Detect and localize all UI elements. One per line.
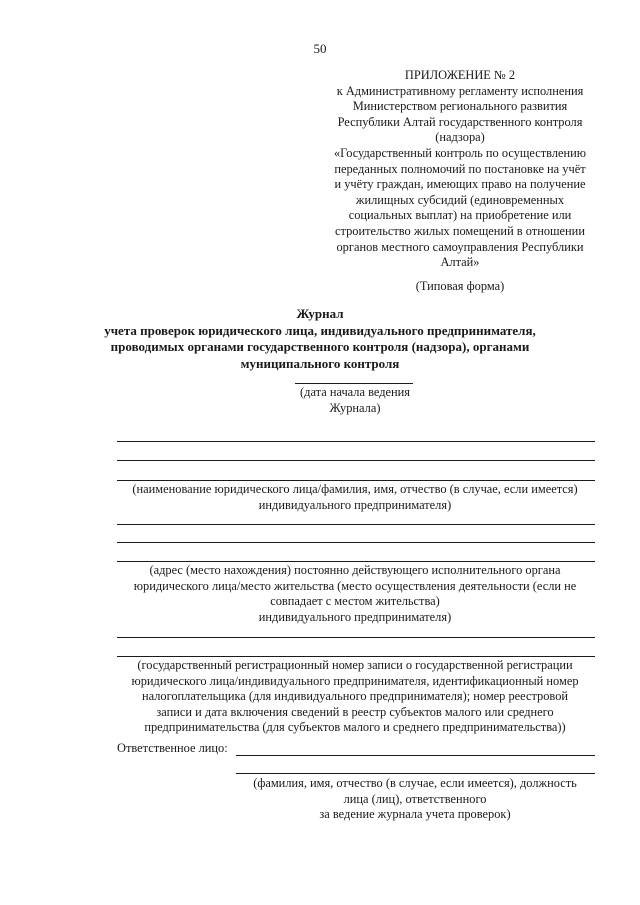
name-field-line-3[interactable] <box>117 480 595 481</box>
name-caption <box>95 482 615 513</box>
title-line: проводимых органами государственного контроля (надзора), органами <box>110 339 530 354</box>
caption-line: (адрес (место нахождения) постоянно действующего исполнительного органа <box>149 563 561 577</box>
caption-line: налогоплательщика (для индивидуального предпринимателя); номер реестровой <box>141 689 569 703</box>
caption-line: лица (лиц), ответственного <box>343 791 487 806</box>
responsible-field-line-1[interactable] <box>236 755 595 756</box>
attachment-line: «Государственный контроль по осуществлению <box>333 145 587 160</box>
caption-line: предпринимательства (для субъектов малого и среднего предпринимательства)) <box>144 720 566 734</box>
attachment-line: (надзора) <box>435 130 485 145</box>
title-word: Журнал <box>296 306 344 321</box>
caption-line: совпадает с местом жительства) <box>270 594 440 608</box>
attachment-block <box>300 68 620 271</box>
attachment-line: Министерством регионального развития <box>352 99 568 114</box>
responsible-caption <box>220 776 610 823</box>
name-field-line-2[interactable] <box>117 460 595 461</box>
attachment-line: Алтай» <box>440 255 480 270</box>
form-type-label: (Типовая форма) <box>415 279 505 293</box>
caption-line: юридического лица/индивидуального предпринимателя, идентификационный номер <box>131 673 579 688</box>
caption-line: за ведение журнала учета проверок) <box>319 807 511 821</box>
start-date-field[interactable] <box>295 383 413 384</box>
caption-line: записи и дата включения сведений в реестр субъектов малого или среднего <box>156 704 554 719</box>
address-field-line-3[interactable] <box>117 561 595 562</box>
caption-line: юридического лица/место жительства (место осуществления деятельности (если не <box>133 578 577 593</box>
caption-line: (наименование юридического лица/фамилия, имя, отчество (в случае, если имеется) <box>132 482 578 496</box>
journal-title <box>100 306 540 372</box>
responsible-label: Ответственное лицо: <box>117 741 228 755</box>
title-line: муниципального контроля <box>240 355 400 371</box>
registration-field-line-2[interactable] <box>117 656 595 657</box>
address-field-line-1[interactable] <box>117 524 595 525</box>
attachment-line: и учёту граждан, имеющих право на получение <box>334 177 586 192</box>
attachment-line: к Административному регламенту исполнения <box>336 83 584 98</box>
caption-line: (фамилия, имя, отчество (в случае, если имеется), должность <box>253 776 577 790</box>
caption-line: Журнала) <box>329 400 381 415</box>
attachment-line: строительство жилых помещений в отношении <box>335 223 585 238</box>
attachment-line: жилищных субсидий (единовременных <box>355 192 565 207</box>
caption-line: индивидуального предпринимателя) <box>258 497 452 512</box>
registration-caption <box>95 658 615 736</box>
title-line: учета проверок юридического лица, индивидуального предпринимателя, <box>104 322 536 338</box>
attachment-line: органов местного самоуправления Республики <box>336 239 584 254</box>
attachment-heading: ПРИЛОЖЕНИЕ № 2 <box>404 68 516 82</box>
address-caption <box>95 563 615 625</box>
address-field-line-2[interactable] <box>117 542 595 543</box>
attachment-line: переданных полномочий по постановке на учёт <box>334 161 586 176</box>
attachment-line: Республики Алтай государственного контроля <box>337 114 583 129</box>
caption-line: (государственный регистрационный номер записи о государственной регистрации <box>137 658 573 672</box>
registration-field-line-1[interactable] <box>117 637 595 638</box>
caption-line: индивидуального предпринимателя) <box>258 609 452 624</box>
name-field-line-1[interactable] <box>117 441 595 442</box>
responsible-field-line-2[interactable] <box>236 773 595 774</box>
page-number: 50 <box>313 41 327 56</box>
attachment-line: социальных выплат) на приобретение или <box>348 208 572 223</box>
caption-line: (дата начала ведения <box>300 385 410 399</box>
start-date-caption <box>260 385 450 416</box>
